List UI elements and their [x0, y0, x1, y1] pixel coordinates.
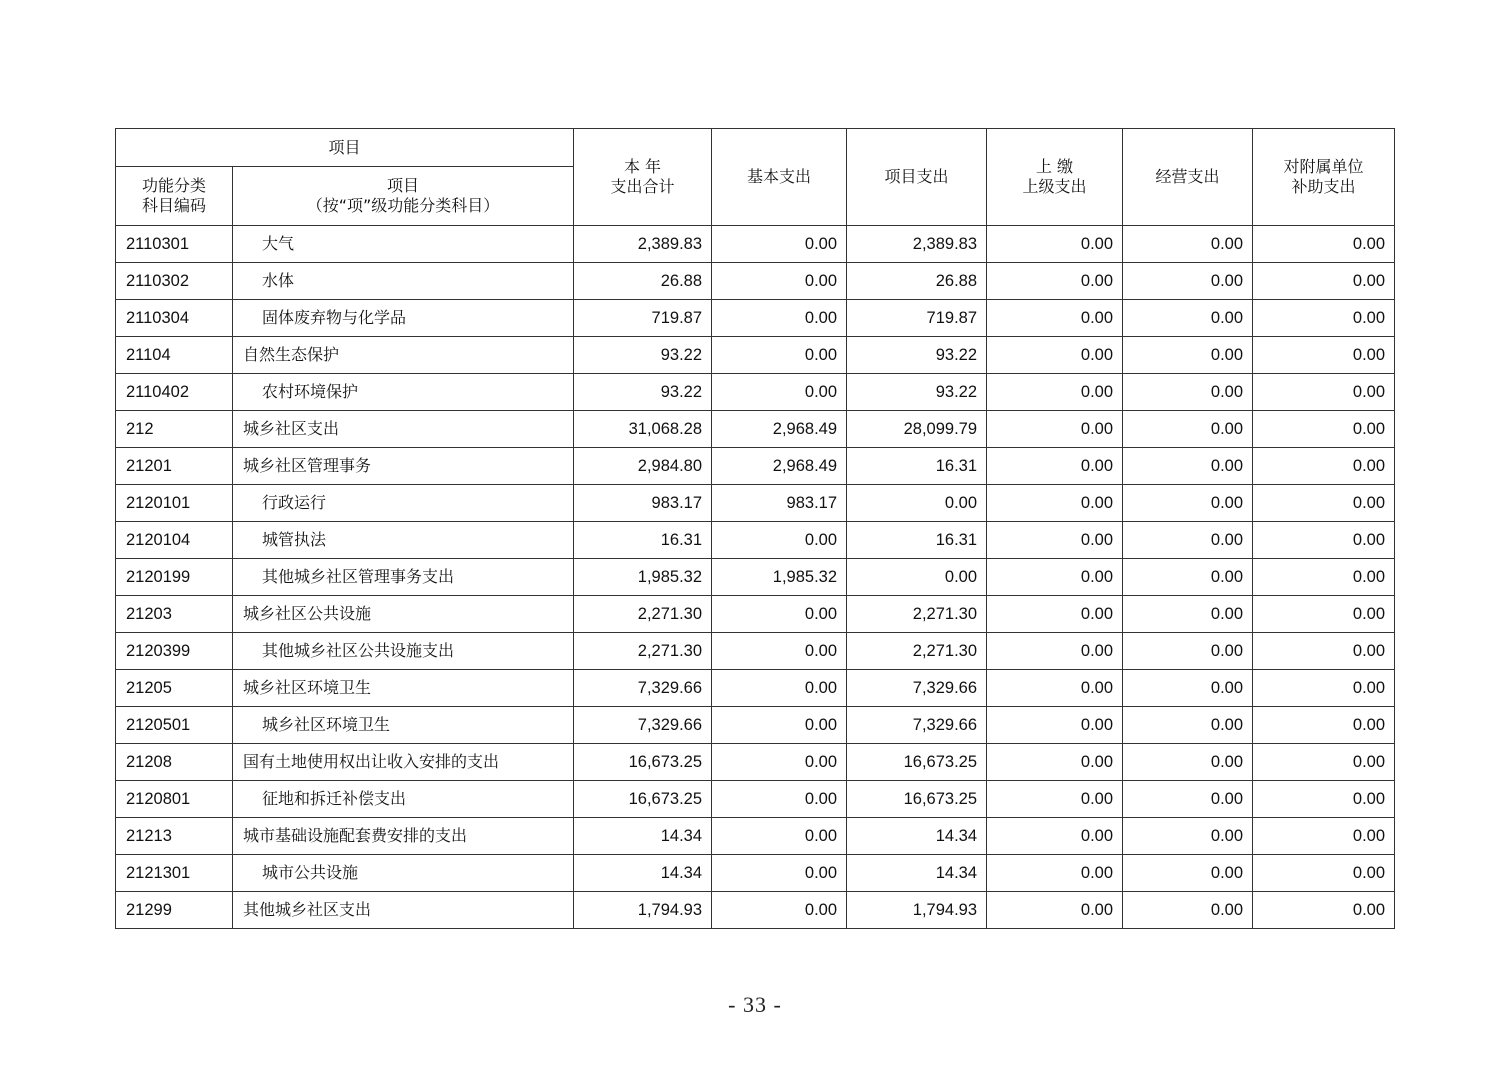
table-row — [116, 855, 1395, 892]
cell-operating: 0.00 — [1123, 411, 1253, 448]
cell-operating: 0.00 — [1123, 633, 1253, 670]
table-row — [116, 374, 1395, 411]
cell-operating: 0.00 — [1123, 448, 1253, 485]
cell-operating: 0.00 — [1123, 781, 1253, 818]
cell-total: 16,673.25 — [574, 781, 712, 818]
cell-name: 行政运行 — [233, 485, 574, 522]
cell-remit: 0.00 — [987, 596, 1123, 633]
cell-remit: 0.00 — [987, 411, 1123, 448]
cell-code: 21203 — [116, 596, 233, 633]
cell-name: 其他城乡社区支出 — [233, 892, 574, 929]
cell-name: 水体 — [233, 263, 574, 300]
cell-code: 2110301 — [116, 226, 233, 263]
table-row — [116, 781, 1395, 818]
cell-code: 2110402 — [116, 374, 233, 411]
cell-project: 0.00 — [847, 485, 987, 522]
header-project: 项目支出 — [847, 129, 987, 226]
cell-code: 2120104 — [116, 522, 233, 559]
cell-code: 2110304 — [116, 300, 233, 337]
cell-remit: 0.00 — [987, 226, 1123, 263]
cell-name: 城乡社区支出 — [233, 411, 574, 448]
cell-project: 14.34 — [847, 855, 987, 892]
cell-total: 2,271.30 — [574, 633, 712, 670]
header-remit: 上 缴 上级支出 — [987, 129, 1123, 226]
cell-remit: 0.00 — [987, 263, 1123, 300]
cell-subsidy: 0.00 — [1253, 633, 1395, 670]
cell-code: 2120101 — [116, 485, 233, 522]
table-row — [116, 596, 1395, 633]
cell-operating: 0.00 — [1123, 559, 1253, 596]
cell-remit: 0.00 — [987, 892, 1123, 929]
cell-code: 2121301 — [116, 855, 233, 892]
cell-code: 2120801 — [116, 781, 233, 818]
cell-total: 719.87 — [574, 300, 712, 337]
cell-operating: 0.00 — [1123, 670, 1253, 707]
cell-project: 7,329.66 — [847, 707, 987, 744]
cell-total: 93.22 — [574, 374, 712, 411]
cell-subsidy: 0.00 — [1253, 892, 1395, 929]
cell-basic: 0.00 — [712, 744, 847, 781]
cell-code: 2120501 — [116, 707, 233, 744]
cell-project: 719.87 — [847, 300, 987, 337]
cell-total: 16.31 — [574, 522, 712, 559]
cell-operating: 0.00 — [1123, 263, 1253, 300]
cell-operating: 0.00 — [1123, 818, 1253, 855]
table-row — [116, 707, 1395, 744]
cell-operating: 0.00 — [1123, 596, 1253, 633]
cell-operating: 0.00 — [1123, 226, 1253, 263]
header-total: 本 年 支出合计 — [574, 129, 712, 226]
cell-name: 国有土地使用权出让收入安排的支出 — [233, 744, 574, 781]
cell-total: 14.34 — [574, 818, 712, 855]
cell-total: 2,984.80 — [574, 448, 712, 485]
cell-subsidy: 0.00 — [1253, 300, 1395, 337]
cell-basic: 0.00 — [712, 263, 847, 300]
cell-project: 2,271.30 — [847, 596, 987, 633]
cell-remit: 0.00 — [987, 337, 1123, 374]
cell-project: 28,099.79 — [847, 411, 987, 448]
cell-subsidy: 0.00 — [1253, 485, 1395, 522]
cell-operating: 0.00 — [1123, 707, 1253, 744]
cell-operating: 0.00 — [1123, 374, 1253, 411]
cell-basic: 0.00 — [712, 337, 847, 374]
cell-code: 2120199 — [116, 559, 233, 596]
table-row — [116, 337, 1395, 374]
table-row — [116, 300, 1395, 337]
header-group-item: 项目 — [116, 129, 574, 167]
cell-basic: 0.00 — [712, 522, 847, 559]
cell-code: 21208 — [116, 744, 233, 781]
table-header — [116, 129, 1395, 226]
cell-remit: 0.00 — [987, 670, 1123, 707]
header-subsidy: 对附属单位 补助支出 — [1253, 129, 1395, 226]
cell-basic: 2,968.49 — [712, 448, 847, 485]
table-row — [116, 448, 1395, 485]
cell-code: 21201 — [116, 448, 233, 485]
cell-operating: 0.00 — [1123, 522, 1253, 559]
cell-remit: 0.00 — [987, 559, 1123, 596]
cell-project: 2,389.83 — [847, 226, 987, 263]
cell-total: 16,673.25 — [574, 744, 712, 781]
cell-basic: 2,968.49 — [712, 411, 847, 448]
table-row — [116, 744, 1395, 781]
cell-subsidy: 0.00 — [1253, 263, 1395, 300]
cell-name: 城乡社区管理事务 — [233, 448, 574, 485]
table-row — [116, 633, 1395, 670]
cell-project: 16,673.25 — [847, 781, 987, 818]
cell-name: 固体废弃物与化学品 — [233, 300, 574, 337]
cell-project: 16.31 — [847, 448, 987, 485]
table-row — [116, 522, 1395, 559]
cell-code: 2120399 — [116, 633, 233, 670]
cell-total: 1,985.32 — [574, 559, 712, 596]
cell-project: 0.00 — [847, 559, 987, 596]
cell-project: 26.88 — [847, 263, 987, 300]
cell-name: 城乡社区环境卫生 — [233, 670, 574, 707]
cell-basic: 0.00 — [712, 633, 847, 670]
table-row — [116, 485, 1395, 522]
cell-subsidy: 0.00 — [1253, 559, 1395, 596]
cell-basic: 0.00 — [712, 855, 847, 892]
cell-code: 21205 — [116, 670, 233, 707]
table-row — [116, 263, 1395, 300]
cell-code: 21104 — [116, 337, 233, 374]
cell-subsidy: 0.00 — [1253, 522, 1395, 559]
cell-basic: 0.00 — [712, 374, 847, 411]
table-row — [116, 226, 1395, 263]
cell-remit: 0.00 — [987, 374, 1123, 411]
cell-name: 城乡社区环境卫生 — [233, 707, 574, 744]
cell-remit: 0.00 — [987, 855, 1123, 892]
expenditure-table — [115, 128, 1395, 929]
cell-project: 7,329.66 — [847, 670, 987, 707]
cell-subsidy: 0.00 — [1253, 374, 1395, 411]
cell-total: 2,389.83 — [574, 226, 712, 263]
cell-total: 14.34 — [574, 855, 712, 892]
cell-basic: 0.00 — [712, 818, 847, 855]
cell-subsidy: 0.00 — [1253, 707, 1395, 744]
table-row — [116, 559, 1395, 596]
header-basic: 基本支出 — [712, 129, 847, 226]
cell-operating: 0.00 — [1123, 300, 1253, 337]
cell-project: 2,271.30 — [847, 633, 987, 670]
cell-operating: 0.00 — [1123, 744, 1253, 781]
header-operating: 经营支出 — [1123, 129, 1253, 226]
cell-name: 城市基础设施配套费安排的支出 — [233, 818, 574, 855]
cell-name: 自然生态保护 — [233, 337, 574, 374]
cell-project: 14.34 — [847, 818, 987, 855]
cell-operating: 0.00 — [1123, 855, 1253, 892]
cell-project: 93.22 — [847, 337, 987, 374]
cell-subsidy: 0.00 — [1253, 596, 1395, 633]
cell-operating: 0.00 — [1123, 892, 1253, 929]
cell-name: 其他城乡社区管理事务支出 — [233, 559, 574, 596]
cell-subsidy: 0.00 — [1253, 226, 1395, 263]
page-number: - 33 - — [728, 992, 782, 1017]
cell-project: 1,794.93 — [847, 892, 987, 929]
cell-subsidy: 0.00 — [1253, 670, 1395, 707]
cell-basic: 0.00 — [712, 300, 847, 337]
cell-project: 93.22 — [847, 374, 987, 411]
cell-basic: 0.00 — [712, 707, 847, 744]
cell-name: 城管执法 — [233, 522, 574, 559]
table-row — [116, 892, 1395, 929]
header-name: 项目 （按“项”级功能分类科目） — [233, 167, 574, 226]
cell-code: 212 — [116, 411, 233, 448]
cell-code: 21299 — [116, 892, 233, 929]
cell-name: 城市公共设施 — [233, 855, 574, 892]
cell-subsidy: 0.00 — [1253, 448, 1395, 485]
cell-subsidy: 0.00 — [1253, 781, 1395, 818]
cell-operating: 0.00 — [1123, 485, 1253, 522]
cell-code: 2110302 — [116, 263, 233, 300]
cell-total: 1,794.93 — [574, 892, 712, 929]
cell-basic: 0.00 — [712, 670, 847, 707]
cell-remit: 0.00 — [987, 300, 1123, 337]
cell-total: 983.17 — [574, 485, 712, 522]
cell-remit: 0.00 — [987, 744, 1123, 781]
cell-basic: 983.17 — [712, 485, 847, 522]
cell-basic: 0.00 — [712, 892, 847, 929]
cell-code: 21213 — [116, 818, 233, 855]
cell-remit: 0.00 — [987, 707, 1123, 744]
cell-subsidy: 0.00 — [1253, 411, 1395, 448]
cell-name: 城乡社区公共设施 — [233, 596, 574, 633]
cell-name: 大气 — [233, 226, 574, 263]
cell-basic: 0.00 — [712, 781, 847, 818]
cell-remit: 0.00 — [987, 485, 1123, 522]
table-row — [116, 818, 1395, 855]
cell-name: 其他城乡社区公共设施支出 — [233, 633, 574, 670]
cell-operating: 0.00 — [1123, 337, 1253, 374]
cell-subsidy: 0.00 — [1253, 337, 1395, 374]
cell-remit: 0.00 — [987, 448, 1123, 485]
cell-basic: 0.00 — [712, 596, 847, 633]
cell-total: 7,329.66 — [574, 707, 712, 744]
cell-project: 16.31 — [847, 522, 987, 559]
table-row — [116, 411, 1395, 448]
table-row — [116, 670, 1395, 707]
cell-basic: 1,985.32 — [712, 559, 847, 596]
cell-total: 93.22 — [574, 337, 712, 374]
cell-name: 农村环境保护 — [233, 374, 574, 411]
cell-remit: 0.00 — [987, 522, 1123, 559]
cell-basic: 0.00 — [712, 226, 847, 263]
cell-name: 征地和拆迁补偿支出 — [233, 781, 574, 818]
cell-total: 31,068.28 — [574, 411, 712, 448]
table-body — [116, 226, 1395, 929]
cell-total: 26.88 — [574, 263, 712, 300]
cell-total: 2,271.30 — [574, 596, 712, 633]
cell-subsidy: 0.00 — [1253, 855, 1395, 892]
cell-project: 16,673.25 — [847, 744, 987, 781]
cell-subsidy: 0.00 — [1253, 744, 1395, 781]
cell-remit: 0.00 — [987, 781, 1123, 818]
cell-total: 7,329.66 — [574, 670, 712, 707]
header-code: 功能分类 科目编码 — [116, 167, 233, 226]
cell-subsidy: 0.00 — [1253, 818, 1395, 855]
cell-remit: 0.00 — [987, 633, 1123, 670]
cell-remit: 0.00 — [987, 818, 1123, 855]
